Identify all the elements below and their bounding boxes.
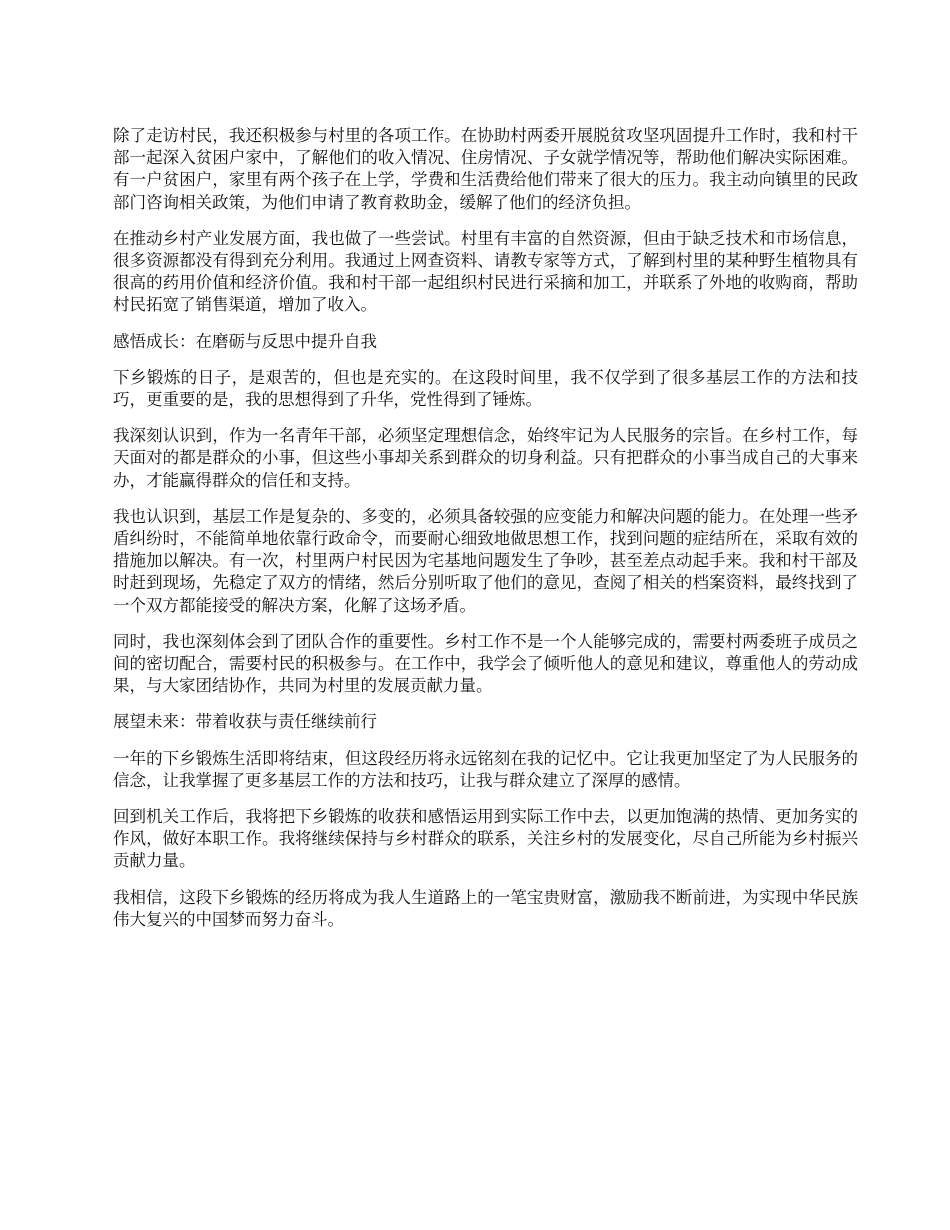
paragraph-poverty-work: 除了走访村民，我还积极参与村里的各项工作。在协助村两委开展脱贫攻坚巩固提升工作时，我和村干部一起深入贫困户家中，了解他们的收入情况、住房情况、子女就学情况等，帮助他们解决实际困难。有一户贫困户，家里有两个孩子在上学，学费和生活费给他们带来了很大的压力。我主动向镇里的民政部门咨询相关政策，为他们申请了教育救助金，缓解了他们的经济负担。 (113, 126, 858, 212)
paragraph-industry-development: 在推动乡村产业发展方面，我也做了一些尝试。村里有丰富的自然资源，但由于缺乏技术和市场信息，很多资源都没有得到充分利用。我通过上网查资料、请教专家等方式，了解到村里的某种野生植物具有很高的药用价值和经济价值。我和村干部一起组织村民进行采摘和加工，并联系了外地的收购商，帮助村民拓宽了销售渠道，增加了收入。 (113, 228, 858, 315)
paragraph-return-to-office: 回到机关工作后，我将把下乡锻炼的收获和感悟运用到实际工作中去，以更加饱满的热情、更加务实的作风，做好本职工作。我将继续保持与乡村群众的联系，关注乡村的发展变化，尽自己所能为乡村振兴贡献力量。 (113, 807, 858, 871)
section-heading-future: 展望未来：带着收获与责任继续前行 (113, 712, 377, 732)
paragraph-ideals: 我深刻认识到，作为一名青年干部，必须坚定理想信念，始终牢记为人民服务的宗旨。在乡村工作，每天面对的都是群众的小事，但这些小事却关系到群众的切身利益。只有把群众的小事当成自己的大事来办，才能赢得群众的信任和支持。 (113, 426, 858, 490)
section-heading-growth: 感悟成长：在磨砺与反思中提升自我 (113, 331, 377, 351)
paragraph-hard-days: 下乡锻炼的日子，是艰苦的，但也是充实的。在这段时间里，我不仅学到了很多基层工作的方法和技巧，更重要的是，我的思想得到了升华，党性得到了锤炼。 (113, 367, 858, 410)
paragraph-year-ending: 一年的下乡锻炼生活即将结束，但这段经历将永远铭刻在我的记忆中。它让我更加坚定了为人民服务的信念，让我掌握了更多基层工作的方法和技巧，让我与群众建立了深厚的感情。 (113, 748, 858, 790)
paragraph-grassroots-complexity: 我也认识到，基层工作是复杂的、多变的，必须具备较强的应变能力和解决问题的能力。在处理一些矛盾纠纷时，不能简单地依靠行政命令，而要耐心细致地做思想工作，找到问题的症结所在，采取有效的措施加以解决。有一次，村里两户村民因为宅基地问题发生了争吵，甚至差点动起手来。我和村干部及时赶到现场，先稳定了双方的情绪，然后分别听取了他们的意见，查阅了相关的档案资料，最终找到了一个双方都能接受的解决方案，化解了这场矛盾。 (113, 506, 858, 615)
document-page (113, 125, 858, 945)
paragraph-teamwork: 同时，我也深刻体会到了团队合作的重要性。乡村工作不是一个人能够完成的，需要村两委班子成员之间的密切配合，需要村民的积极参与。在工作中，我学会了倾听他人的意见和建议，尊重他人的劳动成果，与大家团结协作，共同为村里的发展贡献力量。 (113, 631, 858, 696)
paragraph-belief: 我相信，这段下乡锻炼的经历将成为我人生道路上的一笔宝贵财富，激励我不断前进，为实现中华民族伟大复兴的中国梦而努力奋斗。 (113, 887, 858, 929)
